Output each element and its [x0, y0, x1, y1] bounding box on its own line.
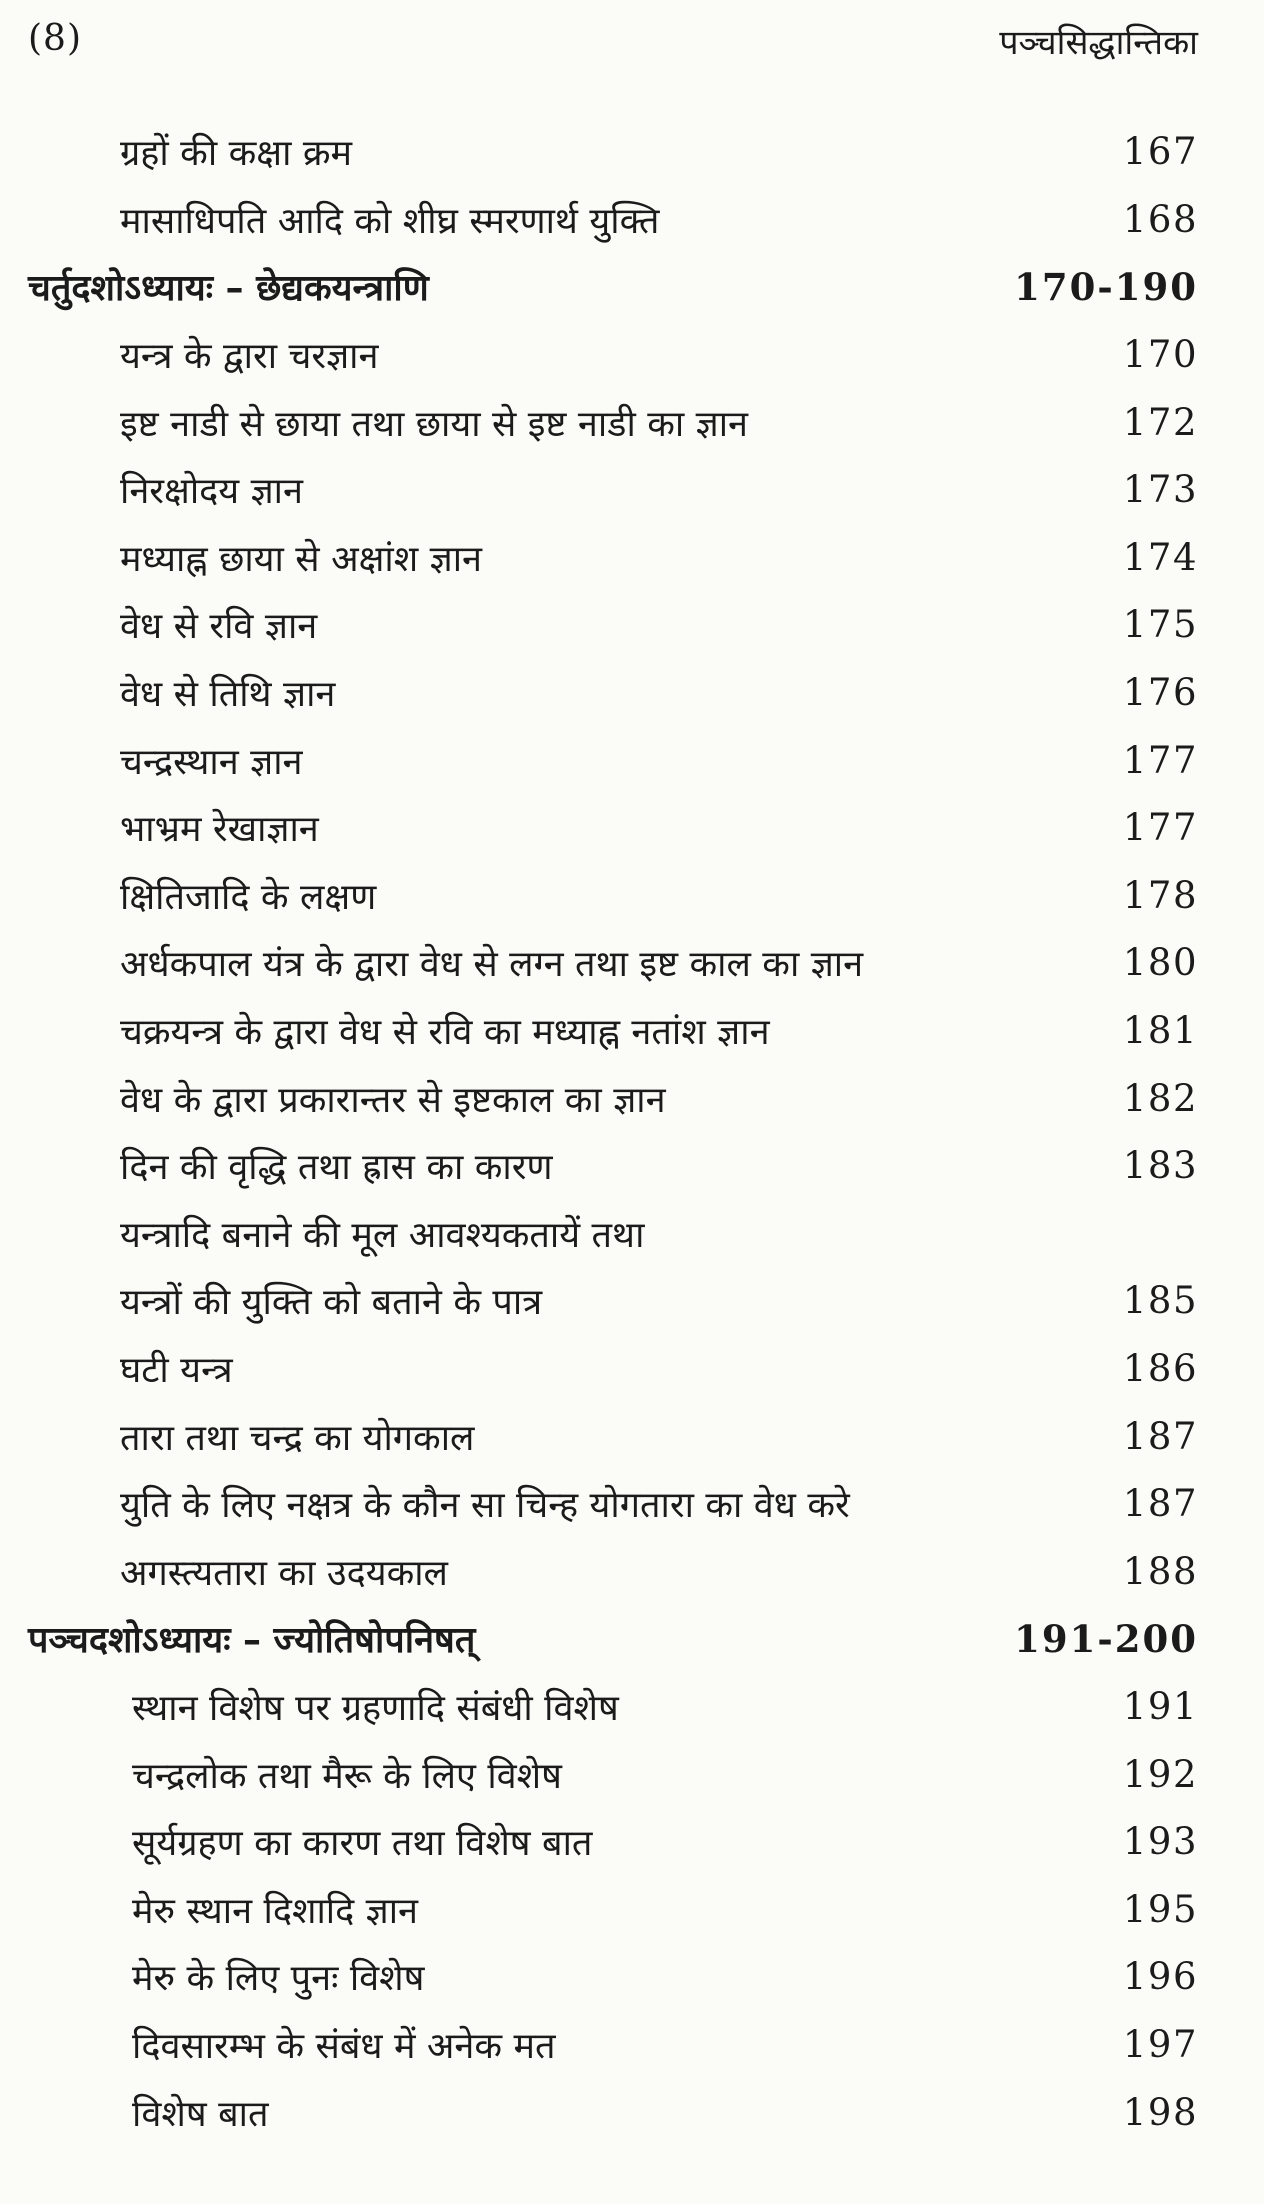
- entry-page-number: 195: [1122, 1887, 1198, 1931]
- entry-title: चन्द्रस्थान ज्ञान: [120, 741, 303, 783]
- chapter-title: चर्तुदशोऽध्यायः – छेद्यकयन्त्राणि: [28, 268, 429, 310]
- entry-page-number: 173: [1122, 468, 1198, 512]
- chapter-page-range: 191-200: [1014, 1616, 1198, 1661]
- entry-page-number: 174: [1122, 535, 1198, 579]
- toc-entry: [28, 997, 1198, 1065]
- toc-entry: [28, 1132, 1198, 1200]
- entry-title: तारा तथा चन्द्र का योगकाल: [120, 1417, 475, 1459]
- page-number: (8): [28, 18, 82, 59]
- entry-page-number: 193: [1122, 1820, 1198, 1864]
- toc-entry: [28, 794, 1198, 862]
- entry-title: चन्द्रलोक तथा मैरू के लिए विशेष: [132, 1755, 562, 1797]
- page-header: [28, 18, 1198, 68]
- entry-title: वेध से तिथि ज्ञान: [120, 674, 336, 716]
- entry-title: वेध के द्वारा प्रकारान्तर से इष्टकाल का ज्ञान: [120, 1079, 666, 1121]
- toc-entry: [28, 929, 1198, 997]
- entry-title: दिवसारम्भ के संबंध में अनेक मत: [132, 2025, 556, 2067]
- entry-page-number: 192: [1122, 1752, 1198, 1796]
- toc-entry: [28, 1740, 1198, 1808]
- entry-page-number: 183: [1122, 1144, 1198, 1188]
- entry-page-number: 188: [1122, 1549, 1198, 1593]
- toc-entry: [28, 2078, 1198, 2146]
- toc-entry: [28, 388, 1198, 456]
- toc-entry: [28, 659, 1198, 727]
- toc-entry: [28, 2011, 1198, 2079]
- entry-page-number: 186: [1122, 1346, 1198, 1390]
- entry-page-number: 198: [1122, 2090, 1198, 2134]
- entry-page-number: 172: [1122, 400, 1198, 444]
- entry-page-number: 196: [1122, 1955, 1198, 1999]
- entry-page-number: 197: [1122, 2022, 1198, 2066]
- entry-title: मेरु के लिए पुनः विशेष: [132, 1958, 425, 2000]
- entry-title: भाभ्रम रेखाज्ञान: [120, 809, 319, 851]
- entry-page-number: 177: [1122, 806, 1198, 850]
- entry-page-number: 187: [1122, 1482, 1198, 1526]
- entry-title: विशेष बात: [132, 2093, 269, 2135]
- entry-page-number: 177: [1122, 738, 1198, 782]
- toc-entry: [28, 591, 1198, 659]
- entry-title: घटी यन्त्र: [120, 1349, 233, 1391]
- toc-entry: [28, 1064, 1198, 1132]
- toc-entry: [28, 456, 1198, 524]
- entry-title: इष्ट नाडी से छाया तथा छाया से इष्ट नाडी का ज्ञान: [120, 403, 749, 445]
- entry-title: युति के लिए नक्षत्र के कौन सा चिन्ह योगतारा का वेध करे: [120, 1485, 850, 1527]
- entry-title: दिन की वृद्धि तथा ह्रास का कारण: [120, 1147, 553, 1189]
- entry-title: यन्त्रादि बनाने की मूल आवश्यकतायें तथा: [120, 1214, 645, 1256]
- toc-entry: [28, 1335, 1198, 1403]
- entry-title: अर्धकपाल यंत्र के द्वारा वेध से लग्न तथा इष्ट काल का ज्ञान: [120, 944, 864, 986]
- toc-entry: [28, 1673, 1198, 1741]
- toc-entry: [28, 118, 1198, 186]
- entry-page-number: 191: [1122, 1684, 1198, 1728]
- toc-entry: [28, 1875, 1198, 1943]
- entry-title: स्थान विशेष पर ग्रहणादि संबंधी विशेष: [132, 1687, 619, 1729]
- entry-title: यन्त्र के द्वारा चरज्ञान: [120, 336, 379, 378]
- entry-page-number: 178: [1122, 873, 1198, 917]
- entry-title: मासाधिपति आदि को शीघ्र स्मरणार्थ युक्ति: [120, 200, 660, 242]
- entry-page-number: 167: [1122, 130, 1198, 174]
- toc-entry: [28, 1808, 1198, 1876]
- toc-entry: [28, 1200, 1198, 1268]
- entry-page-number: 180: [1122, 941, 1198, 985]
- toc-entry: [28, 321, 1198, 389]
- entry-page-number: 185: [1122, 1279, 1198, 1323]
- toc-chapter-heading: [28, 1605, 1198, 1673]
- entry-title: निरक्षोदय ज्ञान: [120, 471, 303, 513]
- entry-title: वेध से रवि ज्ञान: [120, 606, 318, 648]
- toc-entry: [28, 524, 1198, 592]
- entry-title: चक्रयन्त्र के द्वारा वेध से रवि का मध्याह्न नतांश ज्ञान: [120, 1012, 770, 1054]
- entry-title: अगस्त्यतारा का उदयकाल: [120, 1552, 448, 1594]
- toc-entry: [28, 1267, 1198, 1335]
- table-of-contents: [28, 118, 1198, 2146]
- running-title: पञ्चसिद्धान्तिका: [999, 23, 1198, 63]
- toc-entry: [28, 1943, 1198, 2011]
- entry-page-number: 170: [1122, 333, 1198, 377]
- entry-page-number: 168: [1122, 197, 1198, 241]
- entry-title: सूर्यग्रहण का कारण तथा विशेष बात: [132, 1823, 593, 1865]
- entry-title: यन्त्रों की युक्ति को बताने के पात्र: [120, 1282, 543, 1324]
- chapter-page-range: 170-190: [1014, 264, 1198, 309]
- toc-entry: [28, 1537, 1198, 1605]
- entry-page-number: 182: [1122, 1076, 1198, 1120]
- entry-page-number: 187: [1122, 1414, 1198, 1458]
- entry-page-number: 176: [1122, 671, 1198, 715]
- toc-entry: [28, 862, 1198, 930]
- toc-entry: [28, 186, 1198, 254]
- chapter-title: पञ्चदशोऽध्यायः – ज्योतिषोपनिषत्: [28, 1620, 476, 1662]
- toc-chapter-heading: [28, 253, 1198, 321]
- entry-title: ग्रहों की कक्षा क्रम: [120, 133, 353, 175]
- entry-page-number: 181: [1122, 1009, 1198, 1053]
- toc-entry: [28, 1402, 1198, 1470]
- entry-title: मध्याह्न छाया से अक्षांश ज्ञान: [120, 538, 483, 580]
- entry-title: क्षितिजादि के लक्षण: [120, 876, 377, 918]
- entry-title: मेरु स्थान दिशादि ज्ञान: [132, 1890, 419, 1932]
- entry-page-number: 175: [1122, 603, 1198, 647]
- toc-entry: [28, 726, 1198, 794]
- toc-entry: [28, 1470, 1198, 1538]
